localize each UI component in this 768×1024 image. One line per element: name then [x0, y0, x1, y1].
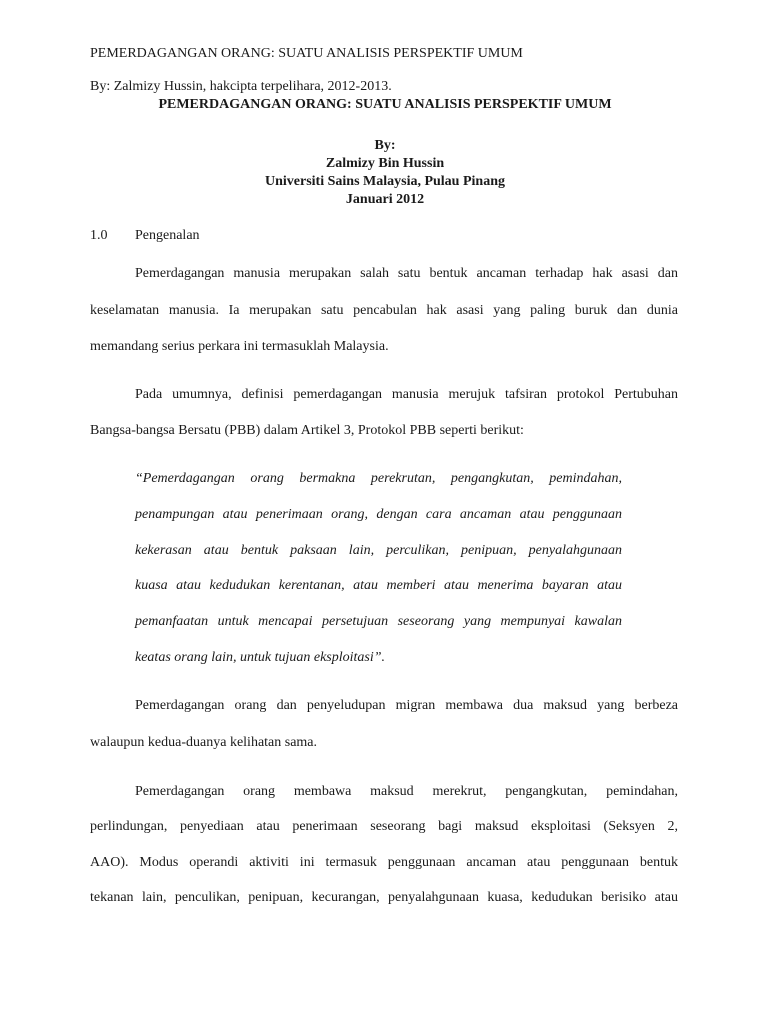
paragraph-line: Pemerdagangan orang dan penyeludupan migran membawa dua maksud yang berbeza — [135, 698, 678, 713]
paragraph-line: AAO). Modus operandi aktiviti ini termasuk penggunaan ancaman atau penggunaan bentuk — [90, 855, 678, 870]
copyright-byline: By: Zalmizy Hussin, hakcipta terpelihara, 2012-2013. — [90, 79, 392, 94]
paragraph-line: keselamatan manusia. Ia merupakan satu pencabulan hak asasi yang paling buruk dan dunia — [90, 303, 678, 318]
paragraph-line: Pemerdagangan manusia merupakan salah satu bentuk ancaman terhadap hak asasi dan — [135, 266, 678, 281]
paragraph-line: Bangsa-bangsa Bersatu (PBB) dalam Artikel 3, Protokol PBB seperti berikut: — [90, 423, 524, 438]
quote-line: “Pemerdagangan orang bermakna perekrutan, pengangkutan, pemindahan, — [135, 471, 622, 486]
paragraph-line: walaupun kedua-duanya kelihatan sama. — [90, 735, 318, 750]
document-date: Januari 2012 — [345, 192, 425, 207]
paragraph-line: perlindungan, penyediaan atau penerimaan seseorang bagi maksud eksploitasi (Seksyen 2, — [90, 819, 678, 834]
running-title: PEMERDAGANGAN ORANG: SUATU ANALISIS PERSPEKTIF UMUM — [90, 46, 523, 61]
quote-line: keatas orang lain, untuk tujuan eksploitasi”. — [135, 650, 386, 665]
quote-line: kuasa atau kedudukan kerentanan, atau memberi atau menerima bayaran atau — [135, 578, 622, 593]
document-title: PEMERDAGANGAN ORANG: SUATU ANALISIS PERSPEKTIF UMUM — [158, 97, 612, 112]
section-number: 1.0 — [90, 228, 108, 243]
section-heading — [90, 228, 200, 244]
paragraph-line: Pada umumnya, definisi pemerdagangan manusia merujuk tafsiran protokol Pertubuhan — [135, 387, 678, 402]
quote-line: kekerasan atau bentuk paksaan lain, perculikan, penipuan, penyalahgunaan — [135, 543, 622, 558]
paragraph-line: tekanan lain, penculikan, penipuan, kecurangan, penyalahgunaan kuasa, kedudukan berisiko atau — [90, 890, 678, 905]
quote-line: pemanfaatan untuk mencapai persetujuan seseorang yang mempunyai kawalan — [135, 614, 622, 629]
author-affiliation: Universiti Sains Malaysia, Pulau Pinang — [265, 174, 505, 189]
paragraph-line: Pemerdagangan orang membawa maksud merekrut, pengangkutan, pemindahan, — [135, 784, 678, 799]
quote-line: penampungan atau penerimaan orang, dengan cara ancaman atau penggunaan — [135, 507, 622, 522]
author-name: Zalmizy Bin Hussin — [325, 156, 445, 171]
by-label: By: — [374, 138, 396, 153]
section-title: Pengenalan — [135, 228, 200, 243]
paragraph-line: memandang serius perkara ini termasuklah Malaysia. — [90, 339, 389, 354]
